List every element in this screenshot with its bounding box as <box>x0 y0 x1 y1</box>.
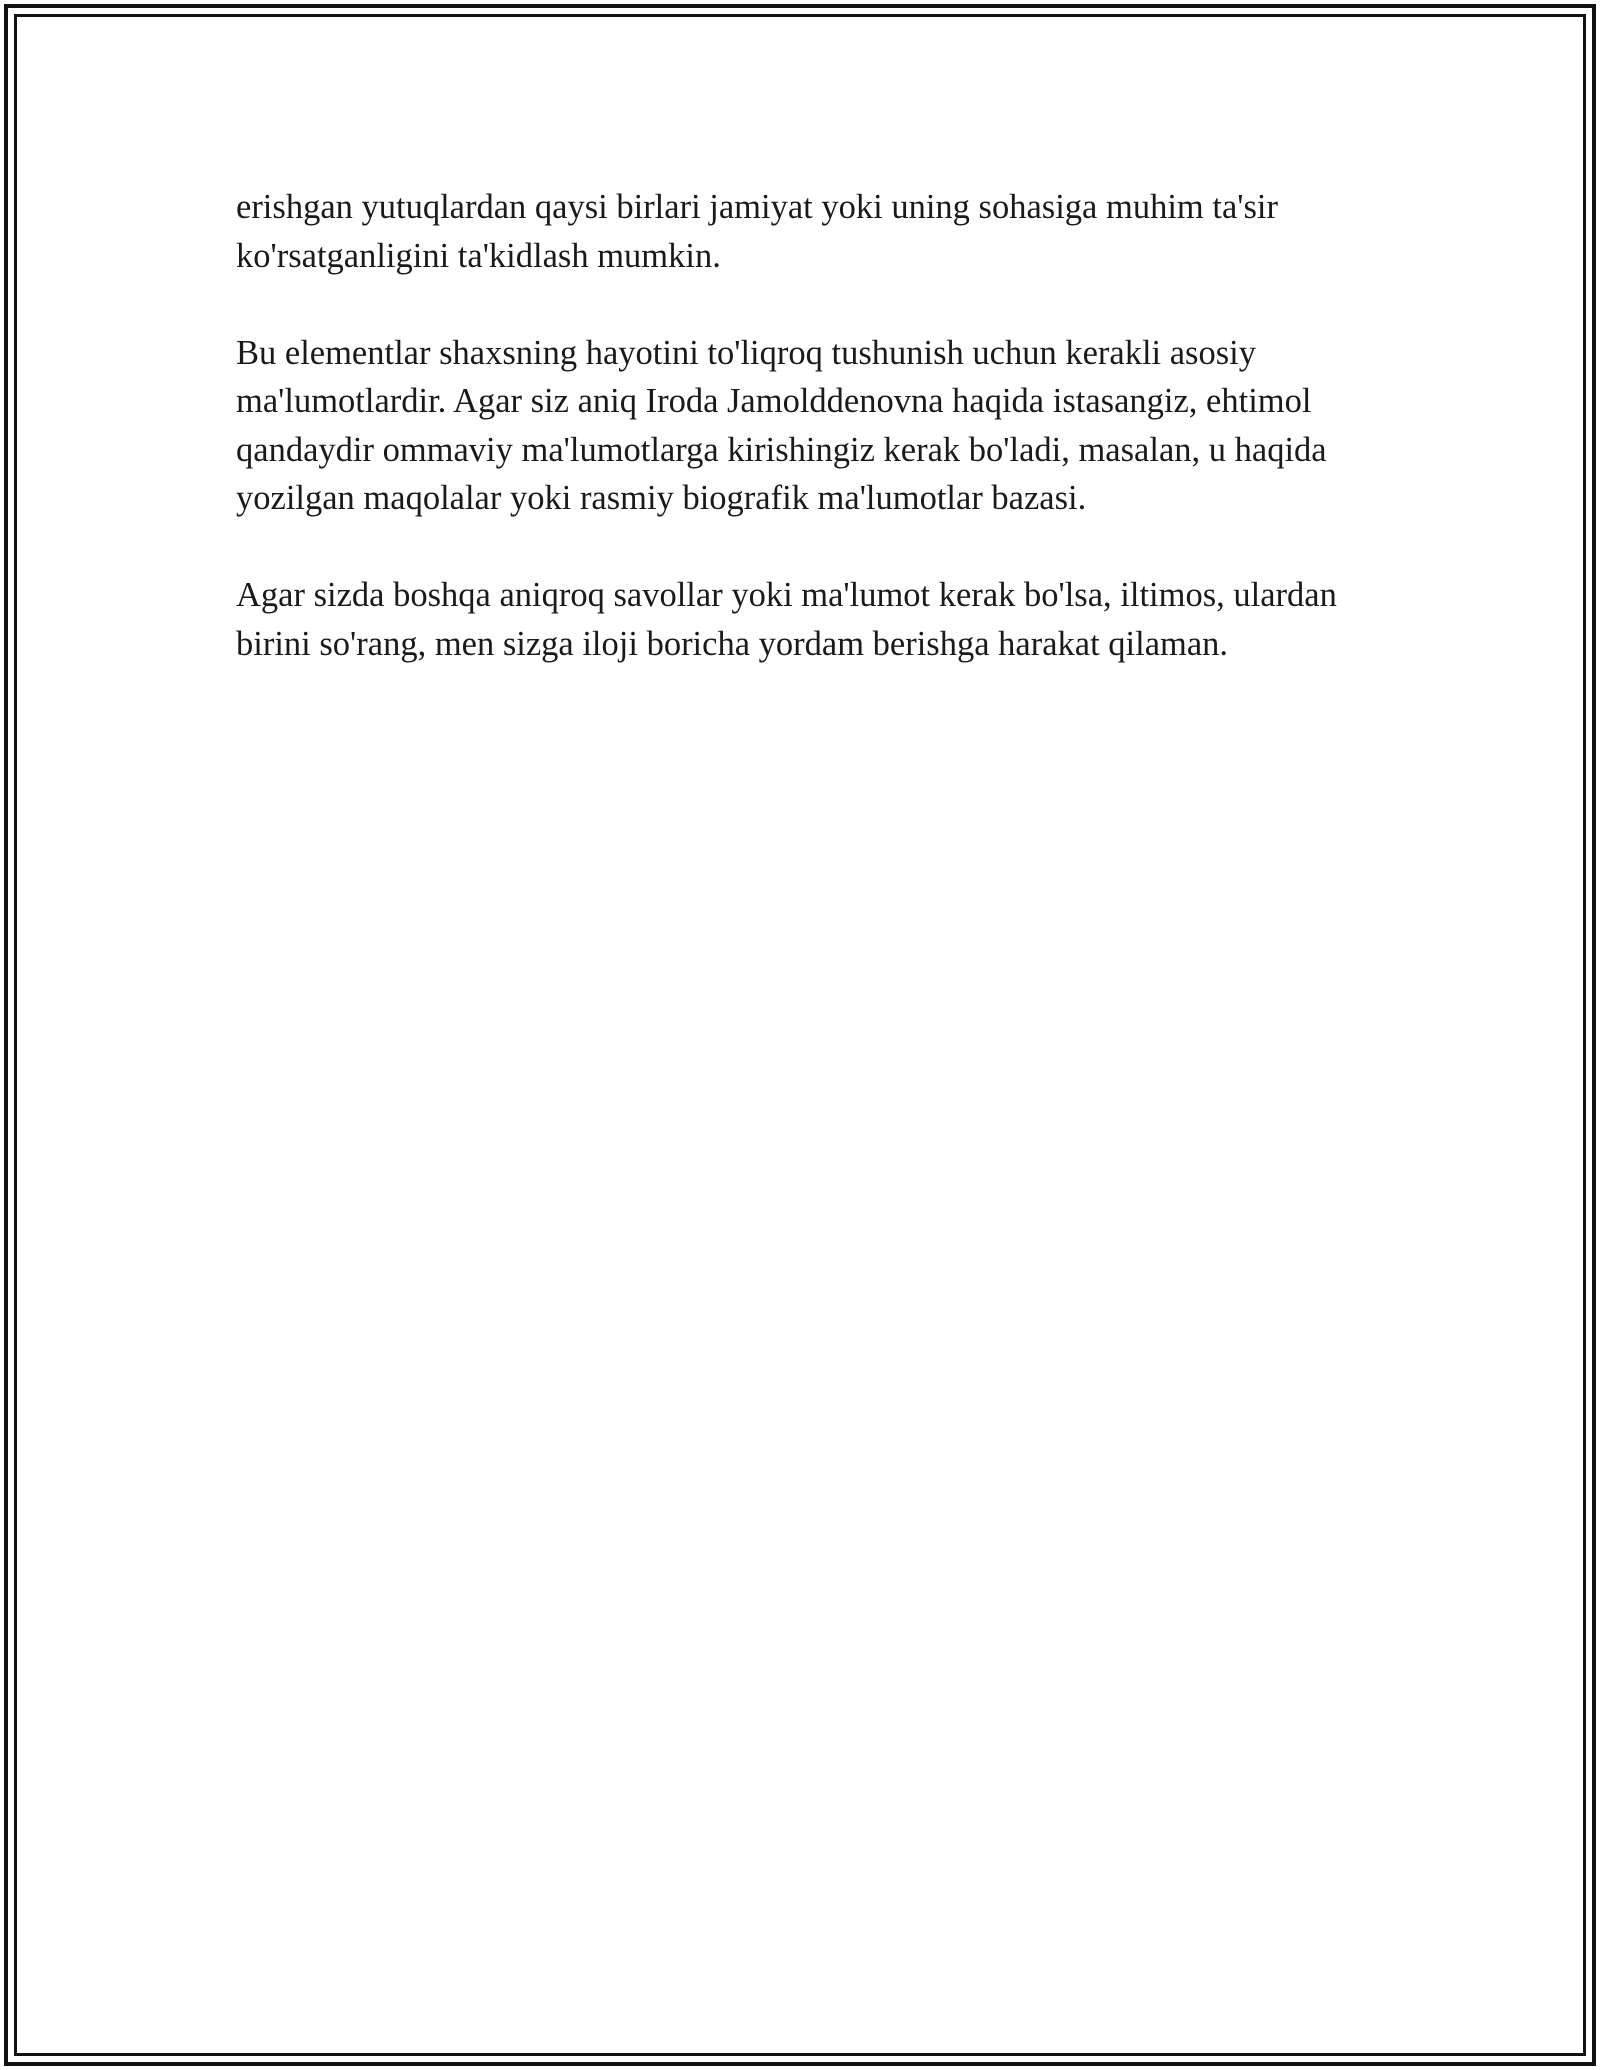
paragraph-2: Bu elementlar shaxsning hayotini to'liqroq tushunish uchun kerakli asosiy ma'lumotlardir. Agar siz aniq Iroda Jamolddenovna haqida istasangiz, ehtimol qandaydir ommaviy ma'lumotlarga kirishingiz kerak bo'ladi, masalan, u haqida yozilgan maqolalar yoki rasmiy biografik ma'lumotlar bazasi. <box>236 333 1327 517</box>
document-body <box>236 183 1366 717</box>
paragraph-1: erishgan yutuqlardan qaysi birlari jamiyat yoki uning sohasiga muhim ta'sir ko'rsatganligini ta'kidlash mumkin. <box>236 188 1278 275</box>
paragraph-3: Agar sizda boshqa aniqroq savollar yoki ma'lumot kerak bo'lsa, iltimos, ulardan birini so'rang, men sizga iloji boricha yordam berishga harakat qilaman. <box>236 576 1337 663</box>
